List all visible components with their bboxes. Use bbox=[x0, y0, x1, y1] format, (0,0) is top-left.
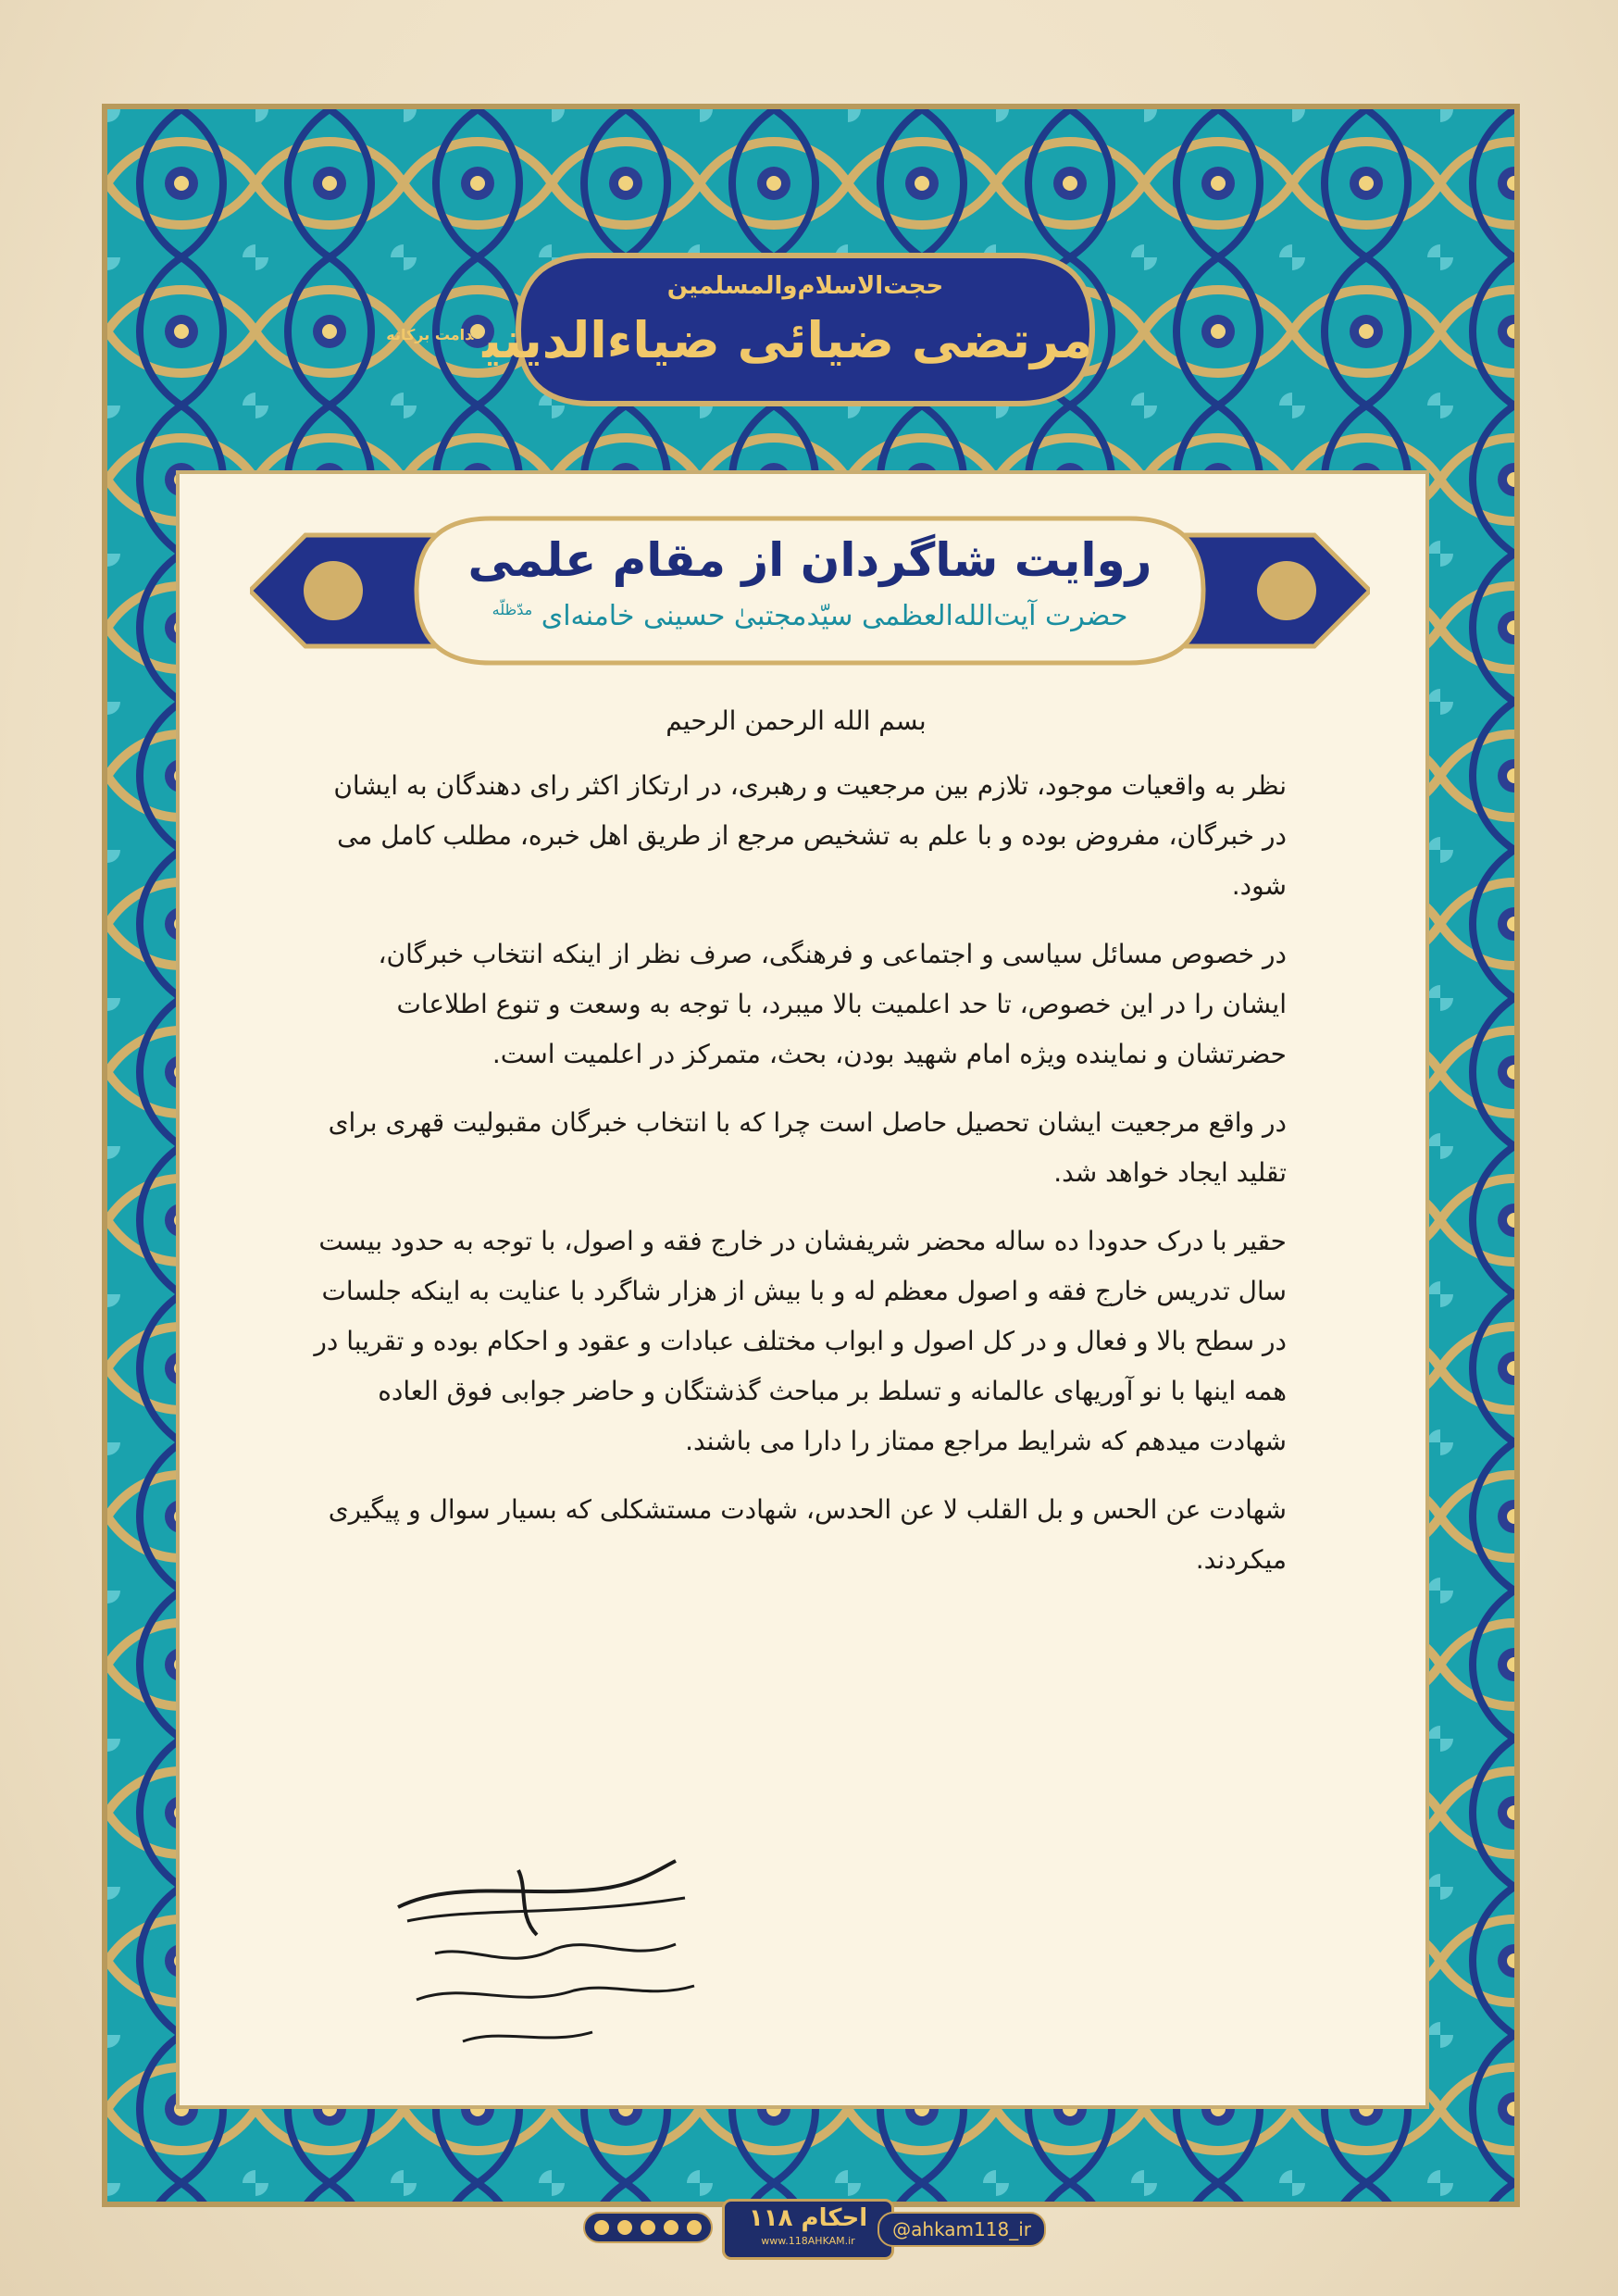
honor-suffix: دامت برکاته bbox=[386, 326, 474, 343]
eitaa-icon[interactable] bbox=[641, 2220, 655, 2235]
basmala: بسم الله الرحمن الرحیم bbox=[666, 705, 927, 736]
footer-bar bbox=[583, 2199, 1046, 2254]
letter-body bbox=[305, 696, 1287, 1603]
letter-paragraph: حقیر با درک حدودا ده ساله محضر شریفشان در خارج فقه و اصول، با توجه به حدود بیست سال تدریس خارج فقه و اصول معظم له و با بیش از هزار شاگرد با عنایت به اینکه جلسات در سطح بالا و فعال و در کل اصول و ابواب مختلف عبادات و عقود و احکام بوده و تقریبا در همه اینها با نو آوریهای عالمانه و تسلط بر مباحث گذشتگان و حاضر جوابی فوق العاده شهادت میدهم که شرایط مراجع ممتاز را دارا می باشند. bbox=[314, 1226, 1287, 1456]
logo-text: ۱۱۸ احکام bbox=[748, 2204, 868, 2232]
social-icons bbox=[583, 2212, 713, 2243]
page-title: روایت شاگردان از مقام علمی bbox=[467, 533, 1152, 587]
title-cartouche bbox=[250, 498, 1370, 683]
page-subtitle bbox=[250, 600, 1370, 632]
subtitle-symbol: مدّظلّه bbox=[492, 601, 533, 618]
honorific-label: حجت‌الاسلام‌والمسلمین bbox=[666, 272, 944, 300]
person-name-text: مرتضی ضیائی ضیاءالدینی bbox=[482, 311, 1092, 369]
social-handle[interactable]: @ahkam118_ir bbox=[877, 2212, 1046, 2247]
bale-icon[interactable] bbox=[664, 2220, 678, 2235]
telegram-icon[interactable] bbox=[617, 2220, 632, 2235]
rubika-icon[interactable] bbox=[687, 2220, 702, 2235]
handwritten-signature bbox=[380, 1852, 713, 2065]
letter-paragraph: در خصوص مسائل سیاسی و اجتماعی و فرهنگی، صرف نظر از اینکه انتخاب خبرگان، ایشان را در این خصوص، تا حد اعلمیت بالا میبرد، با توجه به وسعت و تنوع اطلاعات حضرتشان و نماینده ویژه امام شهید بودن، بحث، متمرکز در اعلمیت است. bbox=[378, 939, 1287, 1069]
site-logo[interactable] bbox=[722, 2199, 894, 2260]
title-cartouche-shape bbox=[250, 498, 1370, 683]
person-name bbox=[386, 311, 1092, 369]
letter-paragraph: نظر به واقعیات موجود، تلازم بین مرجعیت و رهبری، در ارتکاز اکثر رای دهندگان به ایشان در خبرگان، مفروض بوده و با علم به تشخیص مرجع از طریق اهل خبره، مطلب کامل می شود. bbox=[333, 770, 1287, 901]
instagram-icon[interactable] bbox=[594, 2220, 609, 2235]
subtitle-text: حضرت آیت‌الله‌العظمی سیّدمجتبیٰ حسینی خامنه‌ای bbox=[541, 600, 1128, 632]
site-url[interactable]: www.118AHKAM.ir bbox=[761, 2235, 855, 2247]
letter-paragraph: شهادت عن الحس و بل القلب لا عن الحدس، شهادت مستشکلی که بسیار سوال و پیگیری میکردند. bbox=[328, 1494, 1287, 1575]
header-cartouche bbox=[386, 237, 1129, 422]
letter-paragraph: در واقع مرجعیت ایشان تحصیل حاصل است چرا که با انتخاب خبرگان مقبولیت قهری برای تقلید ایجاد خواهد شد. bbox=[328, 1107, 1287, 1188]
